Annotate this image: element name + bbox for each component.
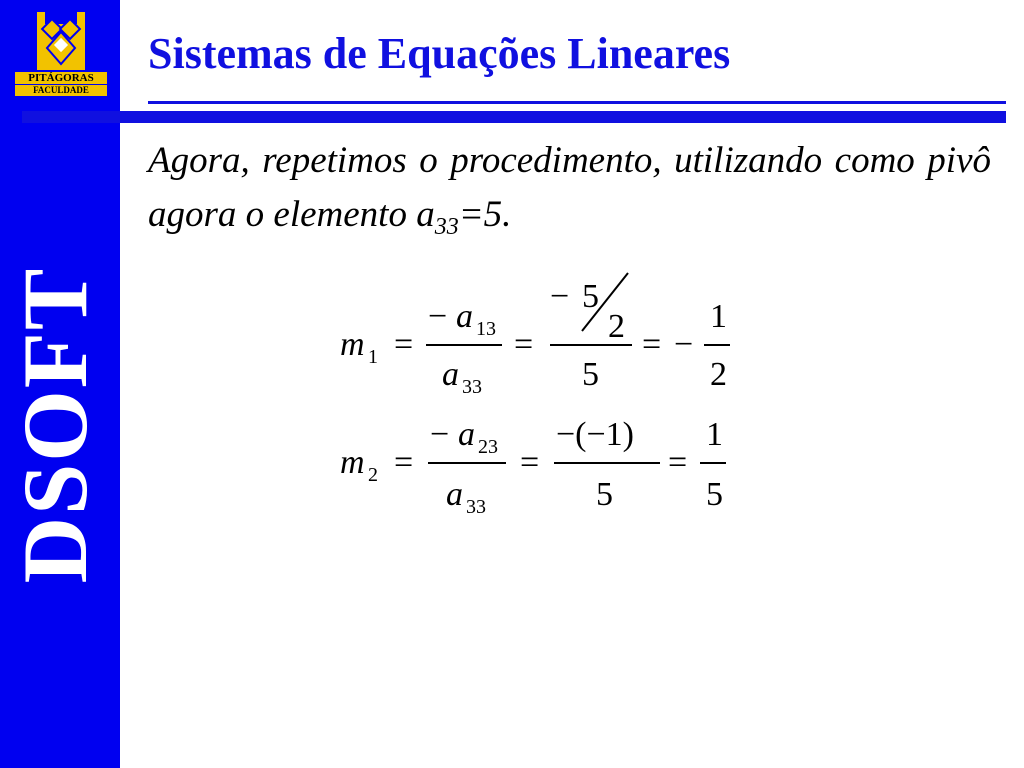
eq1-frac1-minus: − (428, 298, 448, 335)
eq2-result-den: 5 (706, 476, 723, 513)
eq2-frac1-minus: − (430, 416, 450, 453)
title-divider-thin (148, 101, 1006, 104)
eq2-frac1-num-var: a (458, 416, 475, 453)
eq1-frac1-den-sub: 33 (462, 376, 482, 398)
body-paragraph (148, 134, 991, 242)
eq2-frac2-den: 5 (596, 476, 613, 513)
eq2-frac2-num: −(−1) (556, 416, 634, 453)
paragraph-subscript: 33 (434, 214, 459, 240)
pitagoras-logo (15, 8, 107, 102)
eq1-equals-1: = (394, 326, 414, 363)
eq1-frac1-num-var: a (456, 298, 473, 335)
eq2-frac1-den-var: a (446, 476, 463, 513)
eq1-frac2-num-den: 2 (608, 308, 625, 345)
eq1-frac2-num-num: 5 (582, 278, 599, 315)
eq1-equals-2: = (514, 326, 534, 363)
eq2-lhs-sub: 2 (368, 464, 378, 486)
eq2-lhs-var: m (340, 444, 365, 481)
eq2-equals-1: = (394, 444, 414, 481)
logo-emblem-icon (15, 8, 107, 72)
eq1-frac2-den: 5 (582, 356, 599, 393)
eq1-lhs-var: m (340, 326, 365, 363)
equations-block (330, 265, 750, 525)
logo-name: PITÁGORAS (15, 72, 107, 84)
eq2-result-num: 1 (706, 416, 723, 453)
title-divider-thick (22, 111, 1006, 123)
paragraph-tail: =5. (458, 194, 512, 235)
slide-title: Sistemas de Equações Lineares (148, 29, 731, 78)
equation-2 (340, 416, 726, 518)
sidebar-vertical-label: DSOFT (4, 266, 106, 584)
paragraph-main: Agora, repetimos o procedimento, utilizando como pivô agora o elemento a (148, 140, 991, 235)
eq2-equals-2: = (520, 444, 540, 481)
eq1-lhs-sub: 1 (368, 346, 378, 368)
eq1-result-sign: − (674, 326, 694, 363)
eq1-equals-3: = (642, 326, 662, 363)
equations-svg (330, 265, 750, 525)
eq2-equals-3: = (668, 444, 688, 481)
equation-1 (340, 273, 730, 398)
eq1-result-num: 1 (710, 298, 727, 335)
eq2-frac1-num-sub: 23 (478, 436, 498, 458)
eq2-frac1-den-sub: 33 (466, 496, 486, 518)
eq1-frac1-den-var: a (442, 356, 459, 393)
eq1-result-den: 2 (710, 356, 727, 393)
eq1-frac1-num-sub: 13 (476, 318, 496, 340)
eq1-frac2-minus: − (550, 278, 570, 315)
logo-subtitle: FACULDADE (15, 85, 107, 96)
